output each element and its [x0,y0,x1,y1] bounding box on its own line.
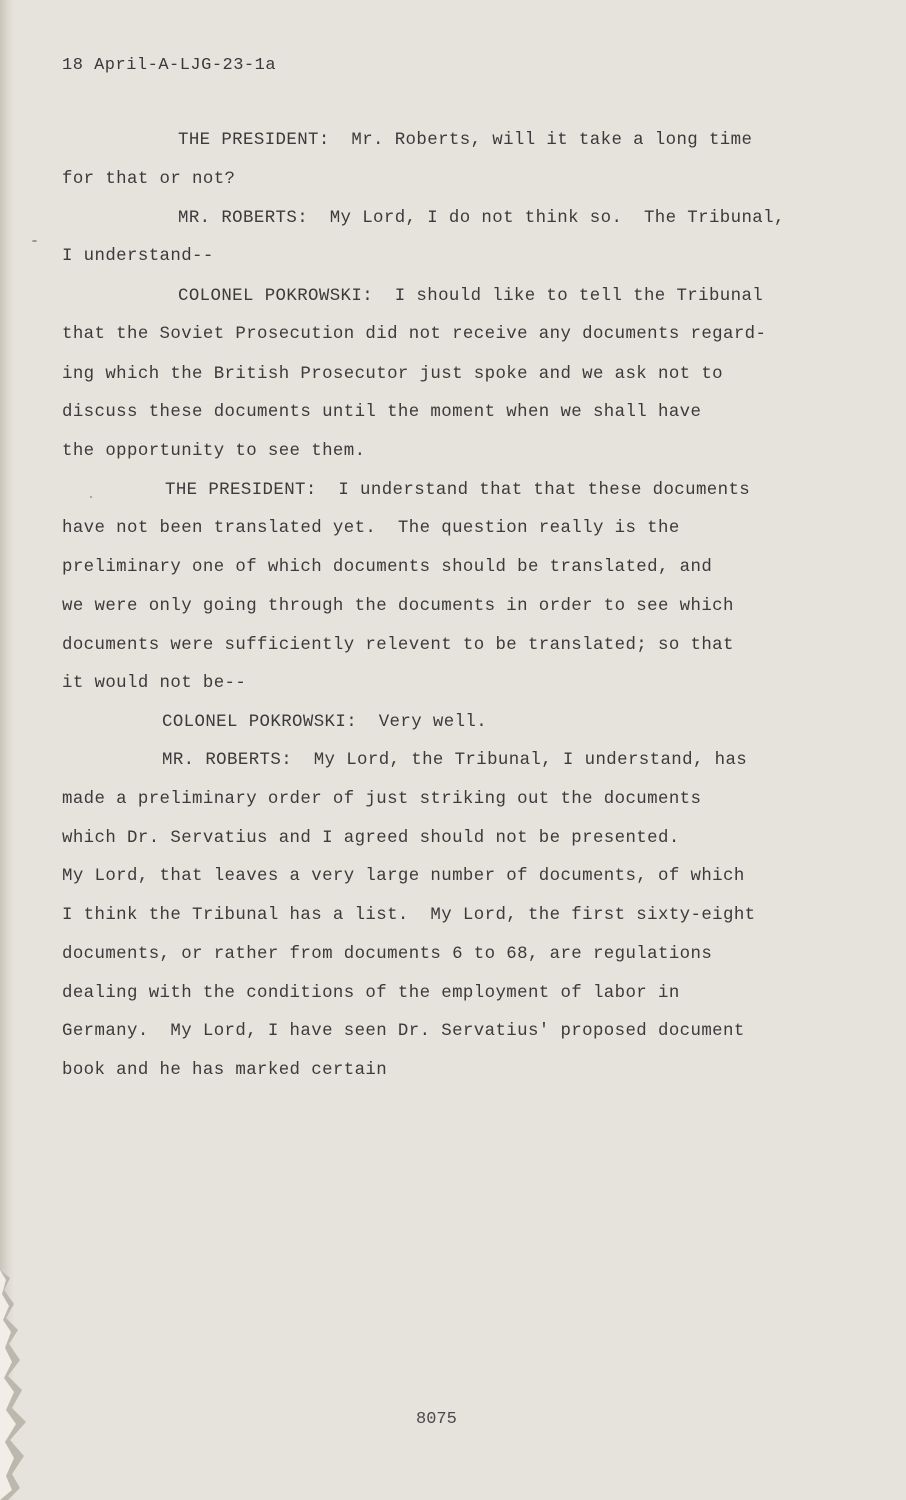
text-line: COLONEL POKROWSKI: I should like to tell the Tribunal [178,287,764,306]
text-line: MR. ROBERTS: My Lord, the Tribunal, I understand, has [162,751,748,770]
paper-speck [90,496,92,498]
text-line: I think the Tribunal has a list. My Lord, the first sixty-eight [62,906,756,925]
text-line: it would not be-- [62,674,247,693]
torn-edge [0,1270,40,1500]
text-line: dealing with the conditions of the employment of labor in [62,984,680,1003]
paper-speck [32,240,37,242]
text-line: COLONEL POKROWSKI: Very well. [162,713,488,732]
text-line: have not been translated yet. The question really is the [62,519,680,538]
page-number: 8075 [416,1410,457,1429]
text-line: for that or not? [62,170,236,189]
text-line: I understand-- [62,247,214,266]
text-line: made a preliminary order of just striking out the documents [62,790,702,809]
text-line: My Lord, that leaves a very large number of documents, of which [62,867,745,886]
text-line: THE PRESIDENT: I understand that that these documents [165,481,751,500]
text-line: documents were sufficiently relevent to be translated; so that [62,636,734,655]
text-line: which Dr. Servatius and I agreed should not be presented. [62,829,680,848]
text-line: Germany. My Lord, I have seen Dr. Servatius' proposed document [62,1022,745,1041]
text-line: book and he has marked certain [62,1061,388,1080]
text-line: we were only going through the documents in order to see which [62,597,734,616]
text-line: ing which the British Prosecutor just spoke and we ask not to [62,365,724,384]
text-line: discuss these documents until the moment when we shall have [62,403,702,422]
text-line: the opportunity to see them. [62,442,366,461]
text-line: MR. ROBERTS: My Lord, I do not think so. The Tribunal, [178,209,785,228]
text-line: that the Soviet Prosecution did not receive any documents regard- [62,325,767,344]
document-header: 18 April-A-LJG-23-1a [62,56,277,75]
text-line: THE PRESIDENT: Mr. Roberts, will it take a long time [178,131,753,150]
text-line: documents, or rather from documents 6 to 68, are regulations [62,945,713,964]
text-line: preliminary one of which documents should be translated, and [62,558,713,577]
